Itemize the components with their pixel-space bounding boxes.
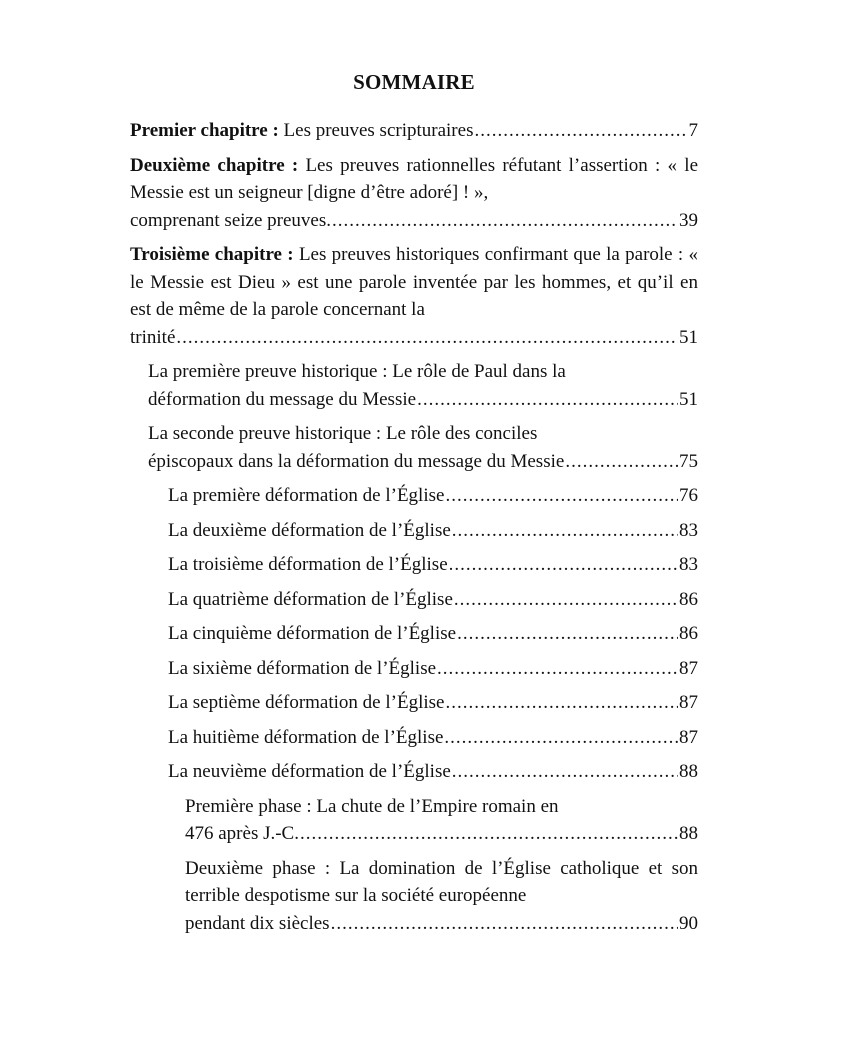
dot-leader <box>417 386 678 414</box>
entry-last-line <box>168 517 698 545</box>
entry-line: Deuxième phase : La domination de l’Église catholique et son terrible despotisme sur la société européenne <box>185 857 698 906</box>
entry-line: Les preuves historiques confirmant que la parole : « le Messie est Dieu » est une parole inventée par les hommes, et qu’il en est de même de la parole concernant la <box>130 244 698 320</box>
entry-title: La troisième déformation de l’Église <box>168 554 448 575</box>
dot-leader <box>565 448 678 476</box>
entry-text <box>185 855 698 910</box>
dot-leader <box>445 482 678 510</box>
page-number: 90 <box>679 912 698 934</box>
toc-entry[interactable] <box>130 117 698 145</box>
entry-last-line <box>168 551 698 579</box>
entry-text <box>148 420 698 448</box>
toc-entry[interactable] <box>130 620 698 648</box>
entry-text <box>185 793 698 821</box>
entry-last-line <box>168 724 698 752</box>
entry-last-line <box>130 324 698 352</box>
page-number: 88 <box>679 823 698 844</box>
entry-last-line <box>168 482 698 510</box>
entry-last-line <box>148 448 698 476</box>
page-number: 87 <box>679 657 698 679</box>
page-number: 86 <box>679 588 698 610</box>
entry-last-line <box>168 689 698 717</box>
dot-leader <box>449 551 678 579</box>
page-title: SOMMAIRE <box>353 70 475 94</box>
entry-title: La quatrième déformation de l’Église <box>168 588 453 610</box>
toc-entry[interactable] <box>130 689 698 717</box>
entry-last-line <box>130 117 698 145</box>
page-number: 86 <box>679 623 698 644</box>
page-number: 51 <box>679 388 698 410</box>
table-of-contents <box>130 117 698 944</box>
page-number: 87 <box>679 726 698 748</box>
dot-leader <box>452 517 678 545</box>
entry-line: La première preuve historique : Le rôle de Paul dans la <box>148 361 566 382</box>
entry-title: déformation du message du Messie <box>148 388 417 410</box>
page-number: 87 <box>679 692 698 713</box>
toc-entry[interactable] <box>130 517 698 545</box>
entry-line: Les preuves rationnelles réfutant l’assertion : « le Messie est un seigneur [digne d’être adoré] ! », <box>130 154 699 203</box>
entry-title: La cinquième déformation de l’Église <box>168 623 457 644</box>
toc-entry[interactable] <box>130 420 698 475</box>
entry-title: La première déformation de l’Église <box>168 485 445 506</box>
entry-title: La deuxième déformation de l’Église <box>168 519 451 541</box>
entry-title: comprenant seize preuves. <box>130 209 331 231</box>
entry-last-line <box>130 207 698 235</box>
entry-title: Les preuves scripturaires <box>283 120 474 141</box>
entry-last-line <box>168 655 698 683</box>
entry-title: La septième déformation de l’Église <box>168 692 445 713</box>
entry-last-line <box>168 620 698 648</box>
chapter-label: Premier chapitre : <box>130 120 279 141</box>
toc-entry[interactable] <box>130 758 698 786</box>
dot-leader <box>444 724 678 752</box>
entry-text <box>148 358 698 386</box>
dot-leader <box>457 620 678 648</box>
entry-title: 476 après J.-C. <box>185 823 299 844</box>
page-number: 7 <box>688 120 698 141</box>
toc-entry[interactable] <box>130 551 698 579</box>
page-number: 83 <box>679 519 698 541</box>
toc-entry[interactable] <box>130 358 698 413</box>
page-number: 83 <box>679 554 698 575</box>
entry-line: Première phase : La chute de l’Empire romain en <box>185 795 559 817</box>
page-number: 76 <box>679 485 698 506</box>
entry-title: La sixième déformation de l’Église <box>168 657 437 679</box>
entry-last-line <box>148 386 698 414</box>
toc-entry[interactable] <box>130 152 698 235</box>
chapter-label: Troisième chapitre : <box>130 244 294 265</box>
entry-last-line <box>185 820 698 848</box>
dot-leader <box>300 820 678 848</box>
toc-entry[interactable] <box>130 855 698 938</box>
chapter-label: Deuxième chapitre : <box>130 154 299 176</box>
toc-entry[interactable] <box>130 655 698 683</box>
entry-text <box>130 241 698 324</box>
entry-title: La huitième déformation de l’Église <box>168 726 444 748</box>
entry-line: La seconde preuve historique : Le rôle des conciles <box>148 423 538 444</box>
dot-leader <box>176 324 678 352</box>
entry-last-line <box>168 758 698 786</box>
entry-title: pendant dix siècles <box>185 912 330 934</box>
entry-title: La neuvième déformation de l’Église <box>168 761 451 782</box>
dot-leader <box>331 910 678 938</box>
dot-leader <box>437 655 678 683</box>
toc-entry[interactable] <box>130 724 698 752</box>
page-number: 51 <box>679 326 698 348</box>
toc-entry[interactable] <box>130 586 698 614</box>
page-number: 75 <box>679 450 698 472</box>
dot-leader <box>332 207 678 235</box>
toc-entry[interactable] <box>130 793 698 848</box>
entry-title: épiscopaux dans la déformation du message du Messie <box>148 450 565 472</box>
entry-text <box>130 152 698 207</box>
dot-leader <box>474 117 687 145</box>
entry-last-line <box>185 910 698 938</box>
toc-entry[interactable] <box>130 241 698 351</box>
dot-leader <box>452 758 678 786</box>
dot-leader <box>454 586 678 614</box>
page-number: 88 <box>679 761 698 782</box>
entry-title: trinité <box>130 326 176 348</box>
dot-leader <box>445 689 678 717</box>
entry-last-line <box>168 586 698 614</box>
toc-entry[interactable] <box>130 482 698 510</box>
page-number: 39 <box>679 209 698 231</box>
